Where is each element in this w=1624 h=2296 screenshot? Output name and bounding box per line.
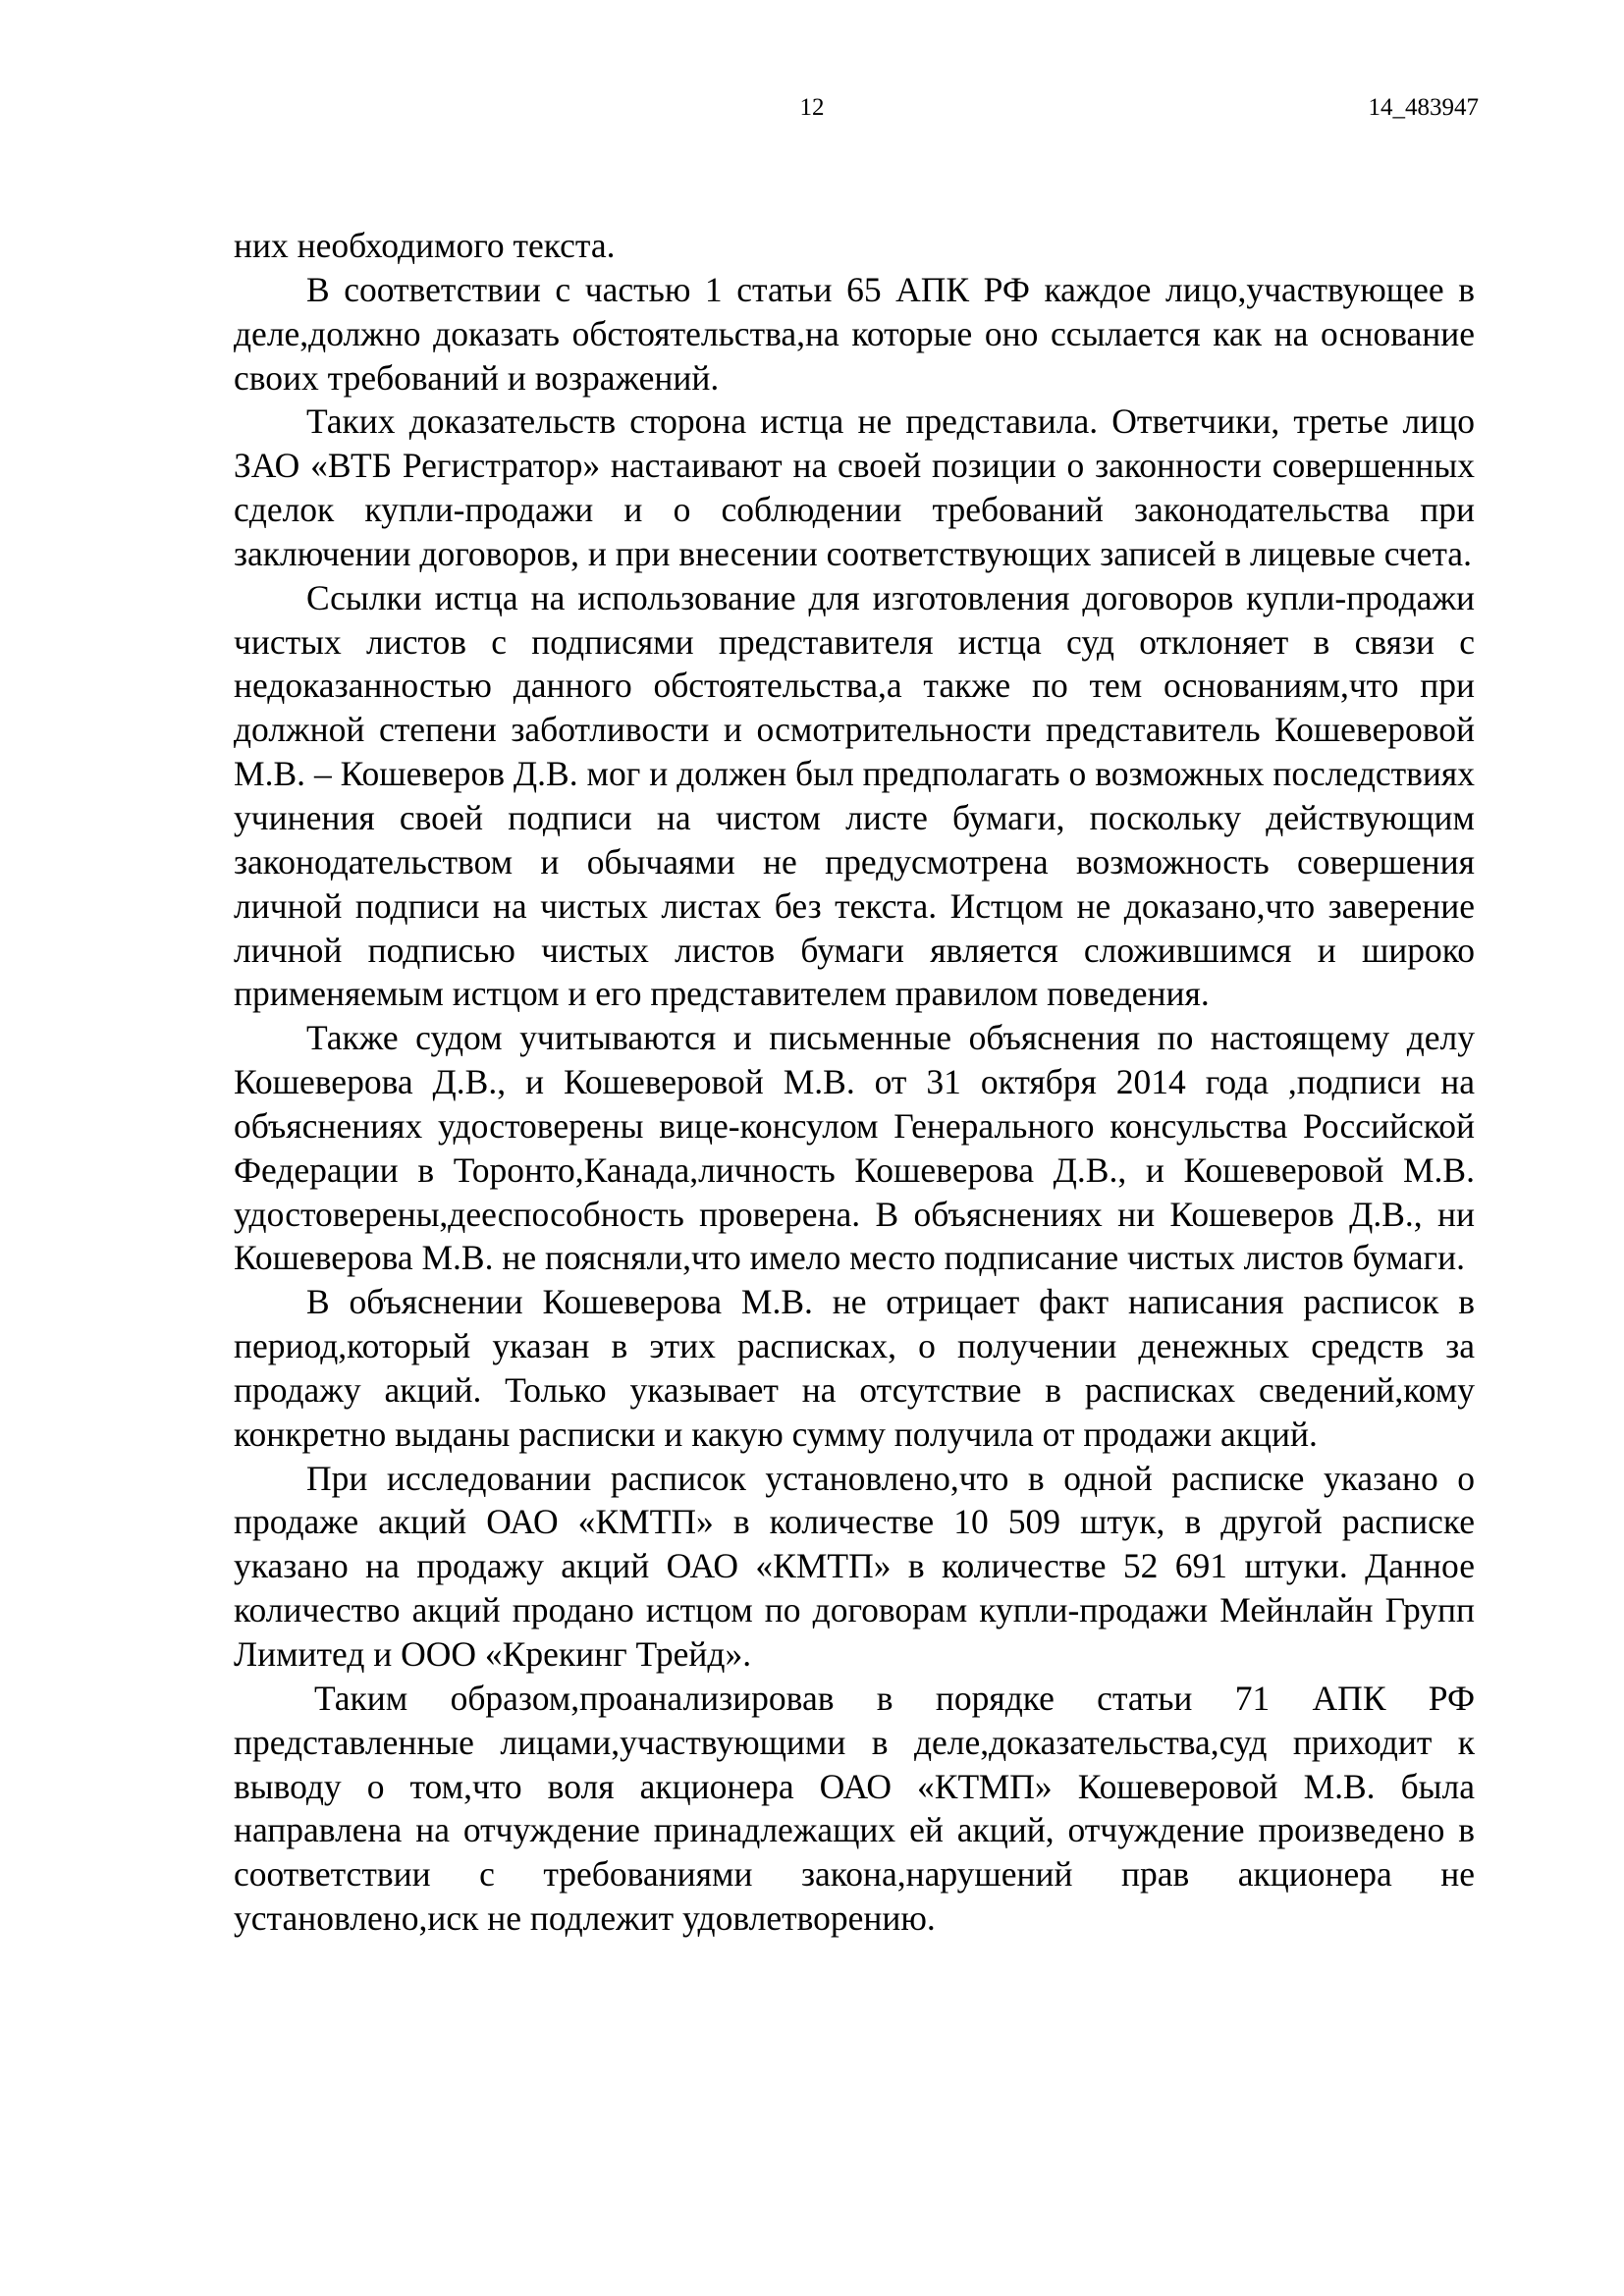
paragraph: Также судом учитываются и письменные объяснения по настоящему делу Кошеверова Д.В., и Кошеверовой М.В. от 31 октября 2014 года ,подписи на объяснениях удостоверены вице-консулом Генерального консульства Российской Федерации в Торонто,Канада,личность Кошеверова Д.В., и Кошеверовой М.В. удостоверены,дееспособность проверена. В объяснениях ни Кошеверов Д.В., ни Кошеверова М.В. не поясняли,что имело место подписание чистых листов бумаги.: [234, 1018, 1475, 1278]
paragraph-conclusion: Таким образом,проанализировав в порядке статьи 71 АПК РФ представленные лицами,участвующими в деле,доказательства,суд приходит к выводу о том,что воля акционера ОАО «КТМП» Кошеверовой М.В. была направлена на отчуждение принадлежащих ей акций, отчуждение произведено в соответствии с требованиями закона,нарушений прав акционера не установлено,иск не подлежит удовлетворению.: [234, 1678, 1475, 1939]
paragraph: В соответствии с частью 1 статьи 65 АПК РФ каждое лицо,участвующее в деле,должно доказать обстоятельства,на которые оно ссылается как на основание своих требований и возражений.: [234, 269, 1475, 398]
paragraph: Ссылки истца на использование для изготовления договоров купли-продажи чистых листов с подписями представителя истца суд отклоняет в связи с недоказанностью данного обстоятельства,а также по тем основаниям,что при должной степени заботливости и осмотрительности представитель Кошеверовой М.В. – Кошеверов Д.В. мог и должен был предполагать о возможных последствиях учинения своей подписи на чистом листе бумаги, поскольку действующим законодательством и обычаями не предусмотрена возможность совершения личной подписи на чистых листах без текста. Истцом не доказано,что заверение личной подписью чистых листов бумаги является сложившимся и широко применяемым истцом и его представителем правилом поведения.: [234, 577, 1475, 1014]
paragraph: При исследовании расписок установлено,что в одной расписке указано о продаже акций ОАО «КМТП» в количестве 10 509 штук, в другой расписке указано на продажу акций ОАО «КМТП» в количестве 52 691 штуки. Данное количество акций продано истцом по договорам купли-продажи Мейнлайн Групп Лимитед и ООО «Крекинг Трейд».: [234, 1458, 1475, 1674]
page-header: [0, 94, 1624, 133]
paragraph-continuation: них необходимого текста.: [234, 226, 616, 265]
page-number: 12: [799, 94, 825, 121]
document-id: 14_483947: [1368, 94, 1479, 121]
paragraph: Таких доказательств сторона истца не представила. Ответчики, третье лицо ЗАО «ВТБ Регистратор» настаивают на своей позиции о законности совершенных сделок купли-продажи и о соблюдении требований законодательства при заключении договоров, и при внесении соответствующих записей в лицевые счета.: [234, 401, 1475, 573]
document-body: [234, 224, 1475, 1941]
paragraph: В объяснении Кошеверова М.В. не отрицает факт написания расписок в период,который указан в этих расписках, о получении денежных средств за продажу акций. Только указывает на отсутствие в расписках сведений,кому конкретно выданы расписки и какую сумму получила от продажи акций.: [234, 1282, 1475, 1454]
